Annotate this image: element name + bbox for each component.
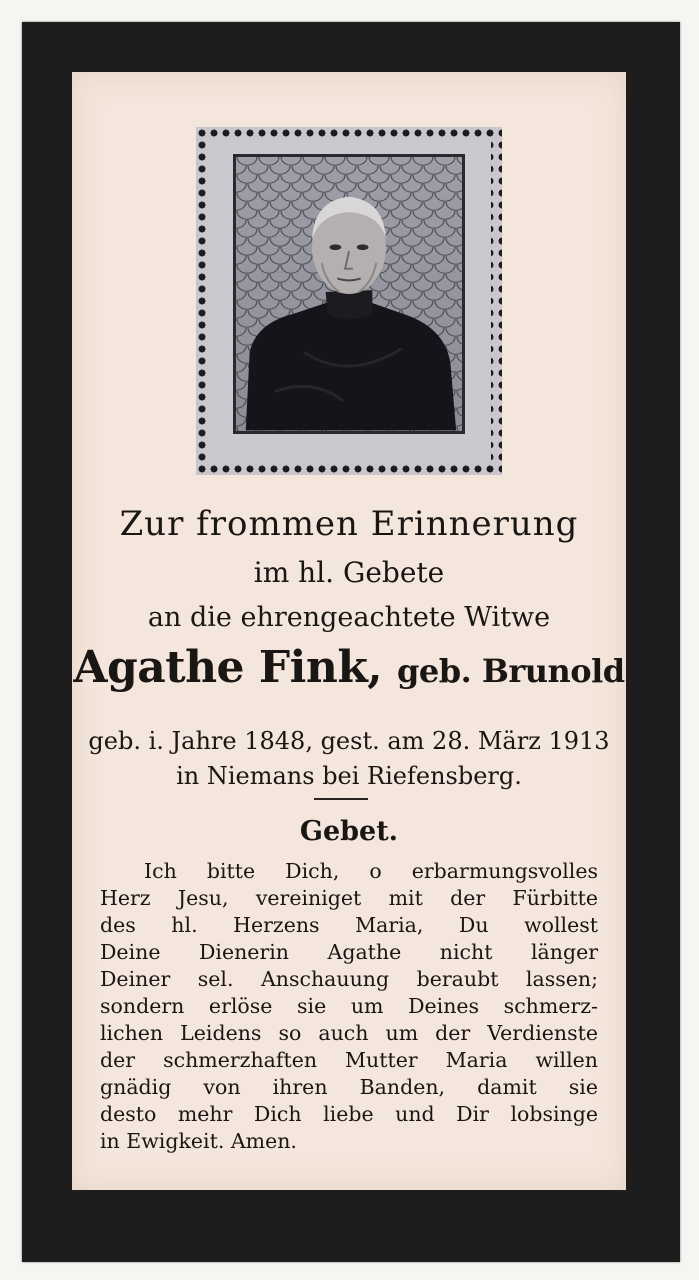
prayer-title: Gebet.	[299, 816, 399, 847]
woman-portrait-icon	[236, 157, 462, 431]
prayer-line: Deine Dienerin Agathe nicht länger	[100, 940, 598, 964]
memorial-card	[72, 72, 626, 1190]
memorial-heading: Zur frommen Erinnerung	[119, 504, 579, 544]
memorial-dedication: an die ehrengeachtete Witwe	[147, 602, 551, 633]
prayer-line: lichen Leidens so auch um der Verdienste	[100, 1021, 598, 1045]
prayer-text	[100, 858, 598, 1155]
prayer-line: desto mehr Dich liebe und Dir lobsinge	[100, 1102, 598, 1126]
prayer-line: Ich bitte Dich, o erbarmungsvolles	[144, 859, 598, 883]
prayer-line: in Ewigkeit. Amen.	[100, 1129, 297, 1153]
prayer-line: Herz Jesu, vereiniget mit der Fürbitte	[100, 886, 598, 910]
life-dates: geb. i. Jahre 1848, gest. am 28. März 1913	[88, 727, 610, 755]
maiden-name: geb. Brunold	[396, 652, 625, 690]
prayer-line: sondern erlöse sie um Deines schmerz-	[100, 994, 598, 1018]
place-of-death: in Niemans bei Riefensberg.	[176, 762, 522, 790]
prayer-line: Deiner sel. Anschauung beraubt lassen;	[100, 967, 598, 991]
memorial-subheading: im hl. Gebete	[253, 556, 445, 589]
prayer-line: gnädig von ihren Banden, damit sie	[100, 1075, 598, 1099]
deceased-name	[72, 642, 626, 693]
prayer-line: des hl. Herzens Maria, Du wollest	[100, 913, 598, 937]
photo-mat	[207, 138, 491, 464]
prayer-line: der schmerzhaften Mutter Maria willen	[100, 1048, 598, 1072]
deceased-first-last-name: Agathe Fink,	[73, 642, 383, 693]
divider-rule	[314, 798, 368, 800]
perforated-photo-frame	[196, 127, 502, 475]
portrait-photo	[233, 154, 465, 434]
